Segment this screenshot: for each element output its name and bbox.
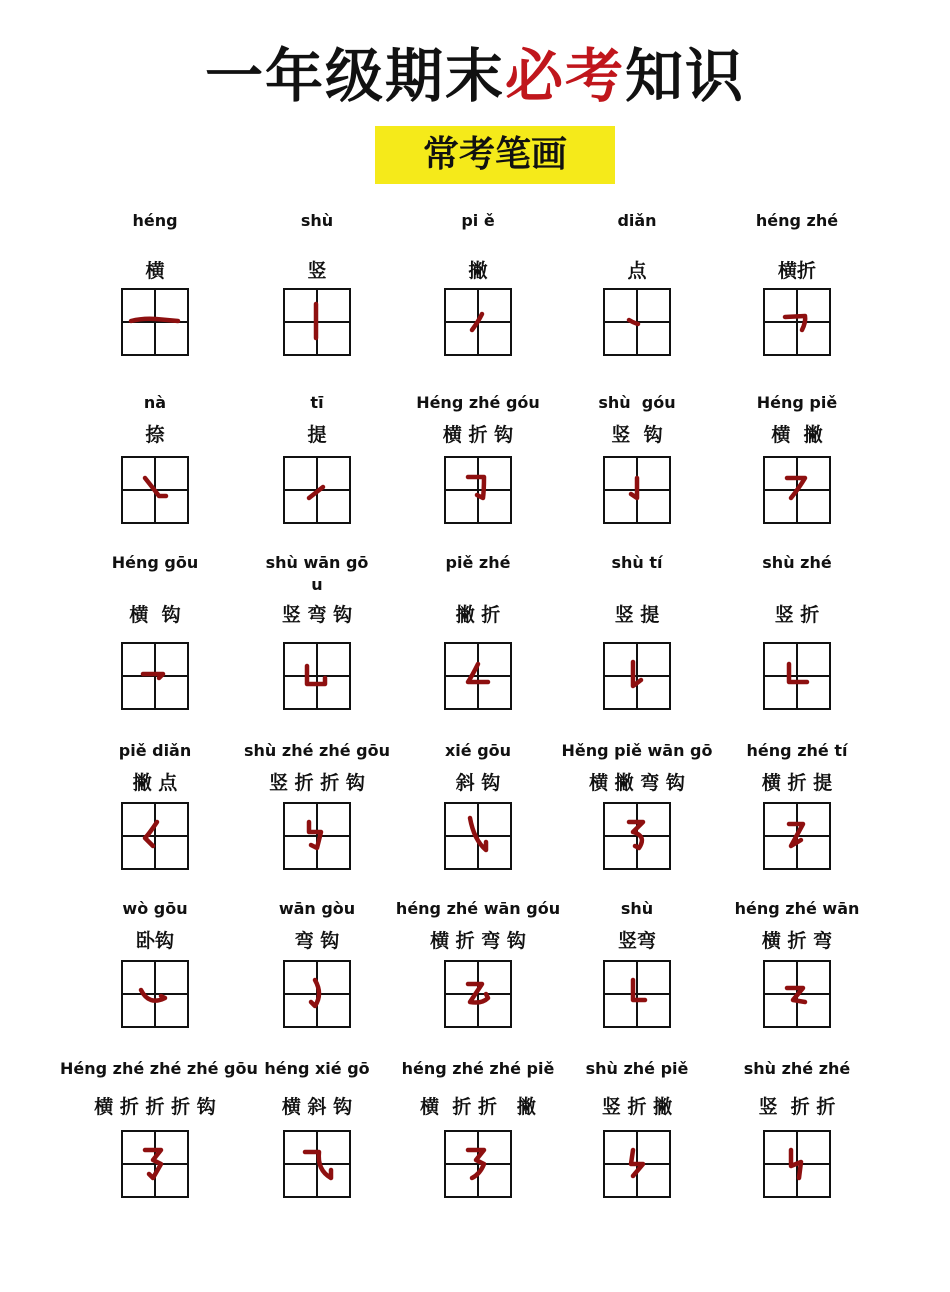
stroke-drawing — [765, 1132, 828, 1195]
stroke-drawing — [765, 644, 828, 707]
tianzige-grid — [444, 456, 512, 524]
stroke-name: 竖 折 折 钩 — [269, 772, 365, 794]
stroke-name: 竖 折 撇 — [601, 1096, 673, 1118]
stroke-drawing — [765, 962, 828, 1025]
stroke-card — [702, 210, 892, 410]
stroke-drawing — [123, 1132, 186, 1195]
stroke-drawing — [123, 644, 186, 707]
stroke-name: 点 — [627, 260, 647, 282]
stroke-drawing — [123, 458, 186, 521]
stroke-name: 斜 钩 — [455, 772, 501, 794]
stroke-path — [145, 822, 157, 846]
stroke-path — [311, 980, 319, 1006]
stroke-pinyin: wān gòu — [278, 899, 356, 918]
stroke-pinyin: Héng zhé zhé zhé gōu — [60, 1059, 258, 1078]
stroke-path — [785, 316, 805, 330]
stroke-path — [305, 1152, 331, 1178]
stroke-drawing — [285, 804, 348, 867]
stroke-name: 横 撇 弯 钩 — [589, 772, 685, 794]
stroke-name: 竖 提 — [614, 604, 660, 626]
stroke-pinyin: shù zhé piě — [585, 1059, 689, 1078]
stroke-path — [631, 1150, 643, 1176]
tianzige-grid — [603, 456, 671, 524]
stroke-path — [631, 478, 637, 498]
tianzige-grid — [121, 288, 189, 356]
stroke-name: 横 斜 钩 — [281, 1096, 353, 1118]
stroke-pinyin: héng zhé tí — [746, 741, 848, 760]
stroke-drawing — [446, 644, 509, 707]
stroke-name: 竖 钩 — [611, 424, 663, 446]
stroke-name: 撇 — [468, 260, 488, 282]
tianzige-grid — [121, 1130, 189, 1198]
stroke-drawing — [123, 804, 186, 867]
tianzige-grid — [283, 802, 351, 870]
tianzige-grid — [603, 802, 671, 870]
stroke-pinyin: shù — [300, 211, 334, 230]
title-part-2: 必考 — [504, 42, 625, 110]
tianzige-grid — [283, 960, 351, 1028]
stroke-drawing — [605, 644, 668, 707]
stroke-path — [789, 824, 803, 846]
stroke-drawing — [605, 290, 668, 353]
tianzige-grid — [121, 960, 189, 1028]
stroke-name: 横折 — [777, 260, 816, 282]
stroke-path — [468, 664, 488, 682]
stroke-name: 横 折 钩 — [442, 424, 514, 446]
tianzige-grid — [603, 288, 671, 356]
stroke-card — [702, 552, 892, 752]
stroke-path — [633, 980, 645, 1000]
title-part-1: 一年级期末 — [204, 42, 505, 110]
stroke-path — [787, 478, 805, 498]
stroke-name: 撇 折 — [455, 604, 501, 626]
stroke-card — [702, 1058, 892, 1258]
stroke-pinyin: shù — [620, 899, 654, 918]
stroke-name: 横 撇 — [771, 424, 823, 446]
tianzige-grid — [283, 288, 351, 356]
stroke-name: 卧钩 — [135, 930, 174, 952]
tianzige-grid — [444, 1130, 512, 1198]
stroke-path — [468, 477, 484, 498]
stroke-path — [470, 818, 486, 850]
tianzige-grid — [603, 1130, 671, 1198]
tianzige-grid — [763, 288, 831, 356]
stroke-pinyin: Héng piě — [756, 393, 838, 412]
stroke-pinyin: shù wān gō u — [265, 553, 369, 594]
stroke-name: 横 钩 — [129, 604, 181, 626]
stroke-drawing — [285, 290, 348, 353]
stroke-drawing — [446, 1132, 509, 1195]
stroke-pinyin: diǎn — [617, 211, 657, 230]
stroke-pinyin: shù zhé zhé — [743, 1059, 851, 1078]
stroke-drawing — [446, 290, 509, 353]
stroke-path — [472, 314, 482, 330]
stroke-pinyin: tī — [310, 393, 324, 412]
tianzige-grid — [121, 456, 189, 524]
stroke-drawing — [285, 962, 348, 1025]
stroke-name: 横 折 提 — [761, 772, 833, 794]
stroke-pinyin: pi ě — [461, 211, 495, 230]
tianzige-grid — [444, 960, 512, 1028]
stroke-drawing — [605, 458, 668, 521]
stroke-name: 竖 弯 钩 — [281, 604, 353, 626]
stroke-pinyin: piě zhé — [445, 553, 511, 572]
stroke-pinyin: shù góu — [598, 393, 676, 412]
stroke-path — [145, 478, 166, 496]
stroke-path — [468, 1150, 484, 1178]
stroke-path — [789, 664, 807, 682]
title-part-3: 知识 — [625, 42, 746, 110]
tianzige-grid — [283, 456, 351, 524]
stroke-drawing — [605, 1132, 668, 1195]
stroke-name: 横 折 折 撇 — [420, 1096, 536, 1118]
stroke-name: 竖弯 — [617, 930, 656, 952]
tianzige-grid — [283, 1130, 351, 1198]
tianzige-grid — [763, 960, 831, 1028]
stroke-name: 竖 折 — [774, 604, 820, 626]
stroke-path — [629, 320, 638, 324]
stroke-pinyin: piě diǎn — [118, 741, 192, 760]
stroke-pinyin: Héng zhé góu — [416, 393, 540, 412]
stroke-drawing — [123, 962, 186, 1025]
stroke-drawing — [285, 1132, 348, 1195]
stroke-pinyin: shù zhé — [762, 553, 832, 572]
stroke-path — [791, 1150, 801, 1178]
stroke-pinyin: xié gōu — [444, 741, 512, 760]
stroke-name: 竖 折 折 — [758, 1096, 836, 1118]
tianzige-grid — [763, 642, 831, 710]
tianzige-grid — [603, 642, 671, 710]
stroke-name: 竖 — [307, 260, 327, 282]
stroke-name: 撇 点 — [132, 772, 178, 794]
stroke-pinyin: héng zhé zhé piě — [401, 1059, 555, 1078]
stroke-pinyin: nà — [143, 393, 167, 412]
stroke-path — [309, 487, 323, 498]
tianzige-grid — [283, 642, 351, 710]
stroke-drawing — [285, 458, 348, 521]
stroke-drawing — [446, 804, 509, 867]
tianzige-grid — [121, 802, 189, 870]
stroke-pinyin: shù tí — [611, 553, 663, 572]
stroke-name: 捺 — [145, 424, 165, 446]
stroke-path — [307, 666, 325, 684]
stroke-pinyin: Héng gōu — [111, 553, 199, 572]
stroke-path — [468, 984, 488, 1003]
stroke-drawing — [765, 804, 828, 867]
stroke-drawing — [446, 458, 509, 521]
stroke-pinyin: wò gōu — [122, 899, 188, 918]
stroke-path — [145, 1150, 161, 1178]
stroke-drawing — [765, 458, 828, 521]
page-title — [0, 40, 950, 112]
stroke-drawing — [605, 804, 668, 867]
tianzige-grid — [603, 960, 671, 1028]
stroke-drawing — [605, 962, 668, 1025]
stroke-name: 横 折 折 折 钩 — [94, 1096, 216, 1118]
tianzige-grid — [444, 802, 512, 870]
tianzige-grid — [444, 288, 512, 356]
subtitle-banner: 常考笔画 — [375, 126, 615, 184]
stroke-path — [131, 319, 178, 321]
tianzige-grid — [763, 802, 831, 870]
stroke-path — [629, 822, 643, 848]
tianzige-grid — [444, 642, 512, 710]
stroke-pinyin: Hěng piě wān gō — [561, 741, 713, 760]
stroke-pinyin: héng zhé wān góu — [395, 899, 561, 918]
stroke-pinyin: héng — [132, 211, 178, 230]
stroke-name: 横 — [145, 260, 165, 282]
stroke-path — [143, 674, 163, 678]
stroke-path — [633, 662, 641, 686]
stroke-name: 横 折 弯 钩 — [430, 930, 526, 952]
tianzige-grid — [763, 456, 831, 524]
stroke-pinyin: héng zhé — [755, 211, 839, 230]
tianzige-grid — [121, 642, 189, 710]
stroke-drawing — [446, 962, 509, 1025]
stroke-pinyin: shù zhé zhé gōu — [244, 741, 390, 760]
stroke-path — [787, 988, 805, 1002]
stroke-drawing — [285, 644, 348, 707]
stroke-path — [141, 990, 165, 1001]
tianzige-grid — [763, 1130, 831, 1198]
stroke-name: 横 折 弯 — [761, 930, 833, 952]
stroke-path — [309, 822, 321, 848]
stroke-drawing — [123, 290, 186, 353]
stroke-name: 提 — [307, 424, 327, 446]
stroke-name: 弯 钩 — [294, 930, 340, 952]
stroke-drawing — [765, 290, 828, 353]
stroke-pinyin: héng xié gō — [264, 1059, 370, 1078]
stroke-pinyin: héng zhé wān — [734, 899, 860, 918]
